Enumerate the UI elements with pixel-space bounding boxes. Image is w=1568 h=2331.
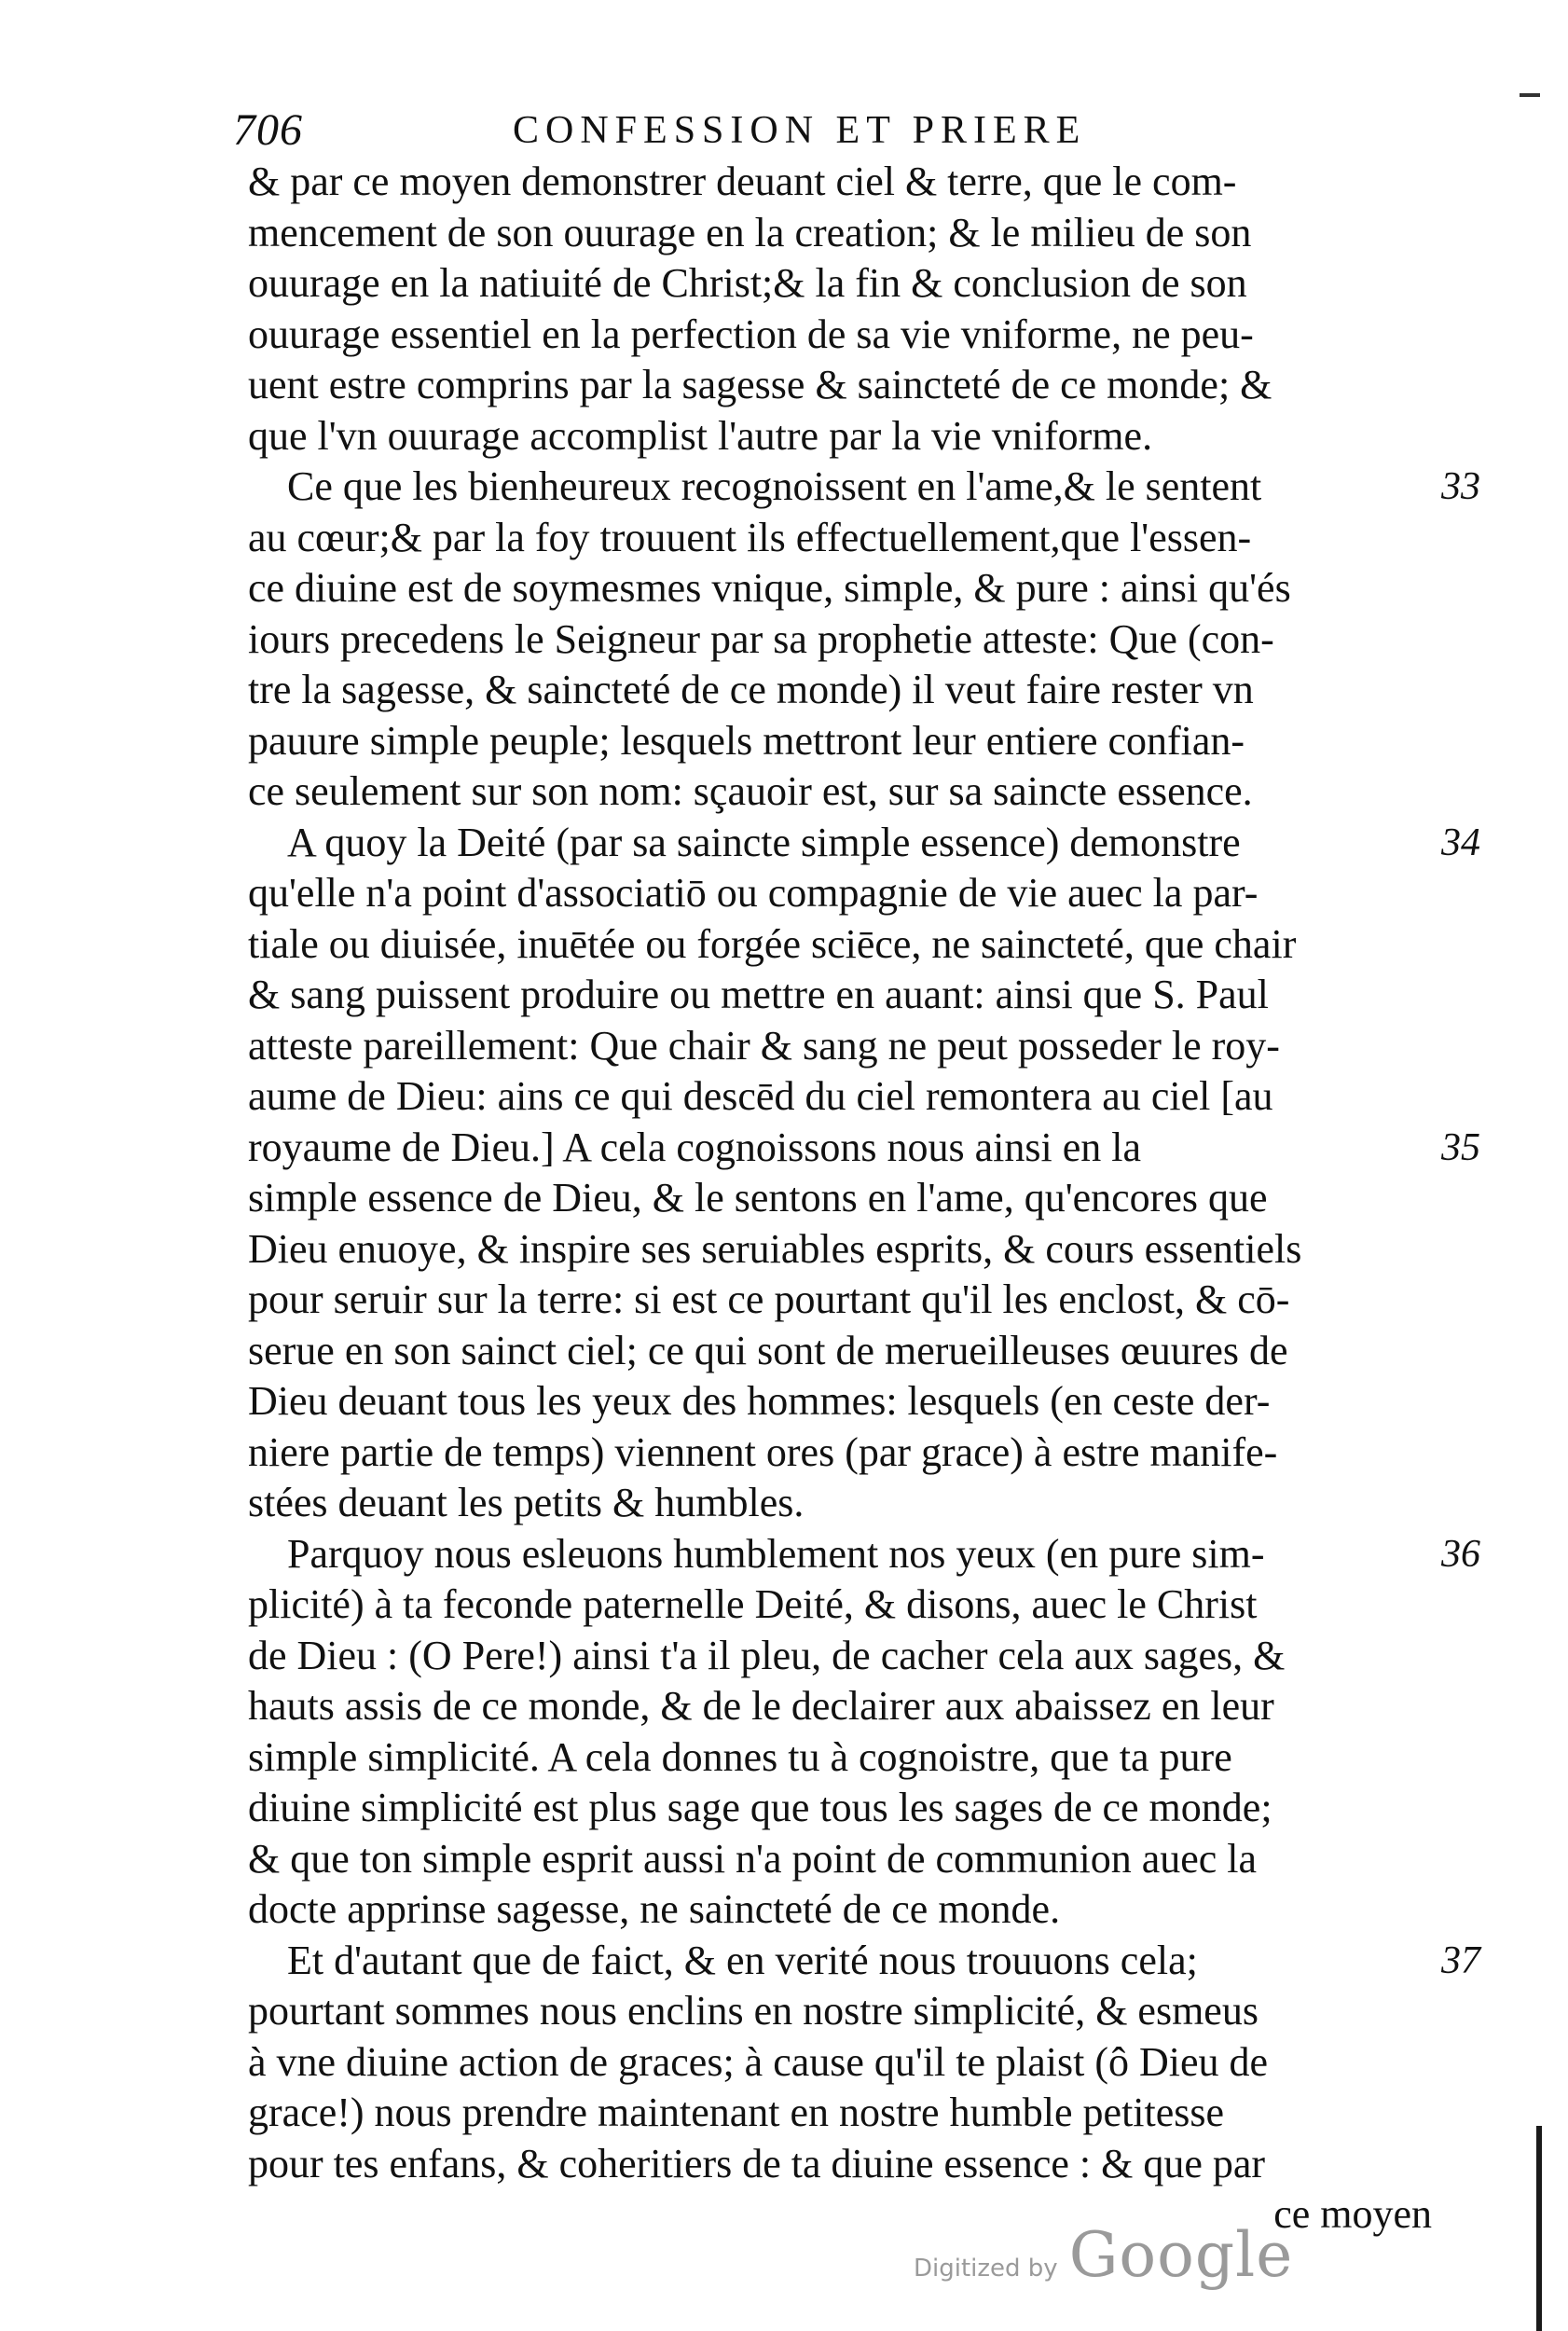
text-line: [248, 766, 1460, 818]
text-line: [248, 1275, 1460, 1326]
line-text: tiale ou diuisée, inuētée ou forgée sciēce, ne saincteté, que chair: [248, 920, 1297, 967]
text-line: [248, 1173, 1460, 1224]
line-text: atteste pareillement: Que chair & sang ne peut posseder le roy-: [248, 1022, 1280, 1069]
text-line: [248, 1631, 1460, 1682]
line-text: plicité) à ta feconde paternelle Deité, & disons, auec le Christ: [248, 1581, 1258, 1627]
text-line: [248, 1732, 1460, 1784]
text-line: [248, 1326, 1460, 1377]
text-line: [248, 360, 1460, 411]
line-text: pour tes enfans, & coheritiers de ta diuine essence : & que par: [248, 2140, 1266, 2186]
text-line: [248, 1529, 1480, 1580]
verse-number: 34: [1441, 821, 1480, 864]
page-number: 706: [233, 105, 303, 155]
line-text: simple simplicité. A cela donnes tu à cognoistre, que ta pure: [248, 1733, 1232, 1780]
text-line: [248, 665, 1460, 716]
text-line: [248, 970, 1460, 1021]
line-text: Dieu enuoye, & inspire ses seruiables esprits, & cours essentiels: [248, 1225, 1302, 1272]
verse-number: 35: [1441, 1125, 1480, 1169]
text-line: [248, 1834, 1460, 1885]
line-text: pour seruir sur la terre: si est ce pourtant qu'il les enclost, & cō-: [248, 1276, 1290, 1322]
line-text: tre la sagesse, & saincteté de ce monde) il veut faire rester vn: [248, 667, 1254, 712]
line-text: pauure simple peuple; lesquels mettront leur entiere confian-: [248, 717, 1245, 764]
line-text: hauts assis de ce monde, & de le declairer aux abaissez en leur: [248, 1683, 1274, 1729]
line-text: iours precedens le Seigneur par sa prophetie atteste: Que (con-: [248, 615, 1274, 662]
line-text: royaume de Dieu.] A cela cognoissons nous ainsi en la: [248, 1124, 1142, 1170]
verse-number: 36: [1441, 1532, 1480, 1576]
line-text: serue en son sainct ciel; ce qui sont de merueilleuses œuures de: [248, 1327, 1288, 1373]
text-line: [248, 1884, 1460, 1936]
text-line: [248, 2088, 1460, 2139]
line-text: qu'elle n'a point d'associatiō ou compagnie de vie auec la par-: [248, 870, 1259, 916]
line-text: mencement de son ouurage en la creation; & le milieu de son: [248, 209, 1252, 255]
line-text: ce seulement sur son nom: sçauoir est, sur sa saincte essence.: [248, 768, 1253, 814]
text-line: [248, 258, 1460, 310]
text-line: [248, 1478, 1460, 1529]
page-binding-edge: [1536, 2126, 1542, 2331]
line-text: diuine simplicité est plus sage que tous les sages de ce monde;: [248, 1785, 1272, 1830]
text-line: [248, 818, 1480, 869]
text-line: [248, 1681, 1460, 1732]
line-text: grace!) nous prendre maintenant en nostre humble petitesse: [248, 2090, 1225, 2135]
text-line: [248, 1986, 1460, 2037]
text-line: [248, 1021, 1460, 1072]
text-line: [248, 614, 1460, 666]
line-text: ce diuine est de soymesmes vnique, simple, & pure : ainsi qu'és: [248, 565, 1291, 611]
text-line: [248, 1376, 1460, 1428]
line-text: A quoy la Deité (par sa saincte simple essence) demonstre: [287, 819, 1241, 865]
line-text: docte apprinse sagesse, ne saincteté de ce monde.: [248, 1886, 1061, 1932]
line-text: aume de Dieu: ains ce qui descēd du ciel remontera au ciel [au: [248, 1073, 1273, 1119]
text-line: [248, 2139, 1460, 2190]
text-line: [248, 2037, 1460, 2089]
text-line: [248, 716, 1460, 767]
line-text: niere partie de temps) viennent ores (par grace) à estre manife-: [248, 1428, 1278, 1475]
text-line: [248, 1428, 1460, 1479]
watermark-prefix: Digitized by: [914, 2255, 1058, 2283]
running-title: CONFESSION ET PRIERE: [513, 109, 1087, 152]
line-text: & que ton simple esprit aussi n'a point de communion auec la: [248, 1835, 1258, 1882]
text-line: [248, 563, 1460, 614]
verse-number: 37: [1441, 1938, 1480, 1982]
verse-number: 33: [1441, 465, 1480, 508]
body-text: [248, 157, 1480, 2241]
text-line: [248, 208, 1460, 259]
text-line: [248, 1579, 1460, 1631]
line-text: Parquoy nous esleuons humblement nos yeux (en pure sim-: [287, 1530, 1265, 1577]
text-line: [248, 310, 1460, 361]
text-line: [248, 868, 1460, 919]
line-text: Ce que les bienheureux recognoissent en l'ame,& le sentent: [287, 463, 1262, 509]
text-line: [248, 919, 1460, 971]
text-line: [248, 157, 1460, 208]
page-edge-mark: [1520, 93, 1540, 97]
line-text: à vne diuine action de graces; à cause qu'il te plaist (ô Dieu de: [248, 2038, 1269, 2085]
line-text: & sang puissent produire ou mettre en auant: ainsi que S. Paul: [248, 972, 1269, 1017]
line-text: ouurage en la natiuité de Christ;& la fin & conclusion de son: [248, 260, 1247, 306]
line-text: au cœur;& par la foy trouuent ils effectuellement,que l'essen-: [248, 514, 1252, 560]
text-line: [248, 1071, 1460, 1123]
line-text: pourtant sommes nous enclins en nostre simplicité, & esmeus: [248, 1988, 1259, 2034]
text-line: [248, 1783, 1460, 1834]
line-text: & par ce moyen demonstrer deuant ciel & terre, que le com-: [248, 159, 1237, 204]
text-line: [248, 1936, 1480, 1987]
line-text: de Dieu : (O Pere!) ainsi t'a il pleu, de cacher cela aux sages, &: [248, 1632, 1286, 1678]
line-text: uent estre comprins par la sagesse & saincteté de ce monde; &: [248, 362, 1272, 407]
text-line: [248, 513, 1460, 564]
text-line: [248, 462, 1480, 513]
text-line: [248, 411, 1460, 462]
line-text: Et d'autant que de faict, & en verité nous trouuons cela;: [287, 1937, 1198, 1983]
google-logo: Google: [1068, 2219, 1294, 2291]
text-line: [248, 1123, 1480, 1174]
line-text: stées deuant les petits & humbles.: [248, 1480, 805, 1525]
digitized-watermark: [914, 2219, 1293, 2291]
text-line: [248, 1224, 1460, 1276]
line-text: ouurage essentiel en la perfection de sa vie vniforme, ne peu-: [248, 310, 1254, 357]
line-text: Dieu deuant tous les yeux des hommes: lesquels (en ceste der-: [248, 1378, 1271, 1424]
catchword: ce moyen: [1273, 2191, 1432, 2237]
line-text: que l'vn ouurage accomplist l'autre par la vie vniforme.: [248, 412, 1153, 459]
line-text: simple essence de Dieu, & le sentons en l'ame, qu'encores que: [248, 1175, 1268, 1221]
